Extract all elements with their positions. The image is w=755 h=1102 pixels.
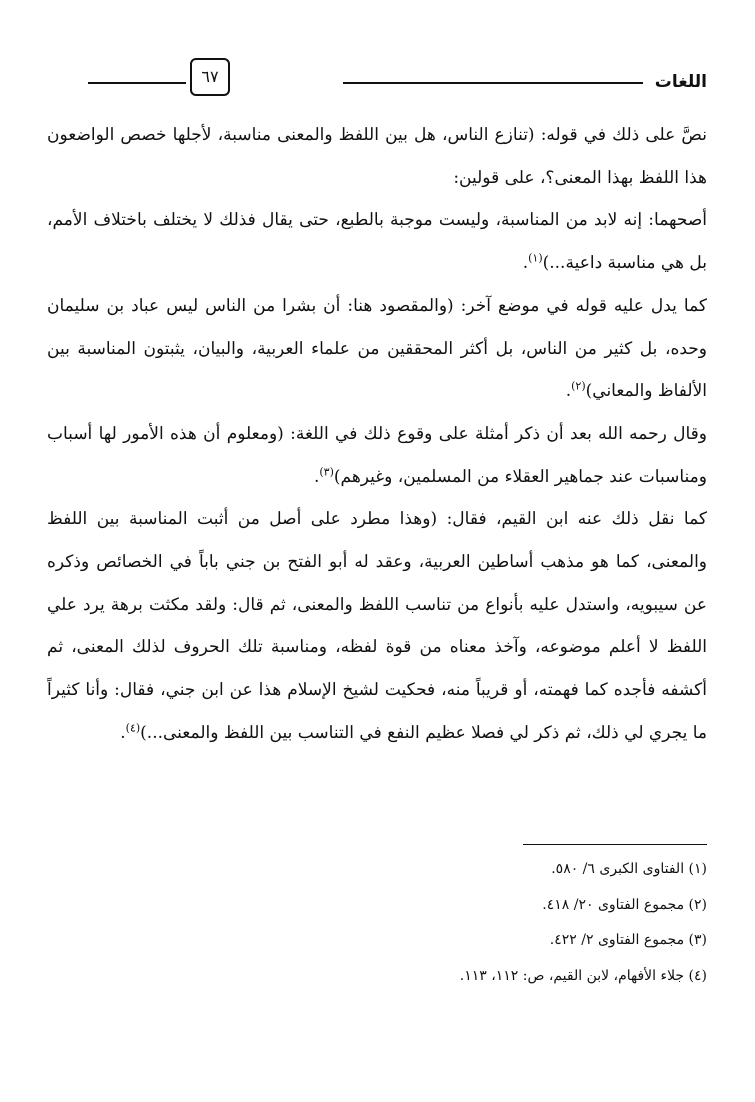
footnote-separator (523, 844, 707, 845)
footnote: (١) الفتاوى الكبرى ٦/ ٥٨٠. (551, 861, 707, 877)
footnotes (47, 852, 707, 994)
paragraph: وقال رحمه الله بعد أن ذكر أمثلة على وقوع ذلك في اللغة: (ومعلوم أن هذه الأمور لها أسباب ومناسبات عند جماهير العقلاء من المسلمين، وغيرهم)$^{(٣)}$. (47, 423, 707, 487)
page-header (0, 54, 755, 104)
running-title: اللغات (654, 72, 707, 92)
paragraph: أصحهما: إنه لابد من المناسبة، وليست موجبة بالطبع، حتى يقال فذلك لا يختلف باختلاف الأمم، بل هي مناسبة داعية...)$^{(١)}$. (47, 210, 707, 274)
page-number: ٦٧ (190, 58, 230, 96)
paragraph-text: كما نقل ذلك عنه ابن القيم، فقال: (وهذا مطرد على أصل من أثبت المناسبة بين اللفظ والمعنى، كما هو مذهب أساطين العربية، وعقد له أبو الفتح بن جني باباً في الخصائص وذكره عن سيبويه، واستدل عليه بأنواع من تناسب اللفظ والمعنى، ثم قال: ولقد مكثت برهة يرد علي اللفظ لا أعلم موضوعه، وآخذ معناه من قوة لفظه، ومناسبة تلك الحروف لذلك المعنى، ثم أكشفه فأجده كما فهمته، أو قريباً منه، فحكيت لشيخ الإسلام هذا عن ابن جني، فقال: وأنا كثيراً ما يجري لي ذلك، ثم ذكر لي فصلا عظيم النفع في التناسب بين اللفظ والمعنى...) (47, 509, 707, 743)
footnote-ref: (٢) (571, 379, 586, 393)
footnote-ref: (١) (528, 251, 543, 265)
footnote: (٢) مجموع الفتاوى ٢٠/ ٤١٨. (542, 896, 707, 913)
main-text (47, 114, 707, 755)
footnote-ref: (٤) (125, 721, 141, 735)
footnote: (٤) جلاء الأفهام، لابن القيم، ص: ١١٢، ١١٣. (459, 967, 707, 984)
paragraph (47, 114, 707, 199)
paragraph-text: أصحهما: إنه لابد من المناسبة، وليست موجبة بالطبع، حتى يقال فذلك لا يختلف باختلاف الأمم، بل هي مناسبة داعية...) (47, 210, 707, 274)
paragraph-text: وقال رحمه الله بعد أن ذكر أمثلة على وقوع ذلك في اللغة: (ومعلوم أن هذه الأمور لها أسباب ومناسبات عند جماهير العقلاء من المسلمين، وغيرهم) (47, 423, 707, 487)
paragraph: كما نقل ذلك عنه ابن القيم، فقال: (وهذا مطرد على أصل من أثبت المناسبة بين اللفظ والمعنى، كما هو مذهب أساطين العربية، وعقد له أبو الفتح بن جني باباً في الخصائص وذكره عن سيبويه، واستدل عليه بأنواع من تناسب اللفظ والمعنى، ثم قال: ولقد مكثت برهة يرد علي اللفظ لا أعلم موضوعه، وآخذ معناه من قوة لفظه، ومناسبة تلك الحروف لذلك المعنى، ثم أكشفه فأجده كما فهمته، أو قريباً منه، فحكيت لشيخ الإسلام هذا عن ابن جني، فقال: وأنا كثيراً ما يجري لي ذلك، ثم ذكر لي فصلا عظيم النفع في التناسب بين اللفظ والمعنى...)$^{(٤)}$. (47, 509, 707, 743)
paragraph: كما يدل عليه قوله في موضع آخر: (والمقصود هنا: أن بشرا من الناس ليس عباد بن سليمان وحده، بل كثير من الناس، بل أكثر المحققين من علماء العربية، والبيان، يثبتون المناسبة بين الألفاظ والمعاني)$^{(٢)}$. (47, 295, 707, 402)
paragraph-text: نصَّ على ذلك في قوله: (تنازع الناس، هل بين اللفظ والمعنى مناسبة، لأجلها خصص الواضعون هذا اللفظ بهذا المعنى؟، على قولين: (47, 125, 707, 188)
footnote: (٣) مجموع الفتاوى ٢/ ٤٢٢. (549, 932, 707, 948)
footnote-ref: (٣) (319, 464, 334, 478)
header-rule-left (88, 82, 186, 84)
header-rule-right (343, 82, 643, 84)
paragraph-text: كما يدل عليه قوله في موضع آخر: (والمقصود هنا: أن بشرا من الناس ليس عباد بن سليمان وحده، بل كثير من الناس، بل أكثر المحققين من علماء العربية، والبيان، يثبتون المناسبة بين الألفاظ والمعاني) (47, 295, 707, 402)
